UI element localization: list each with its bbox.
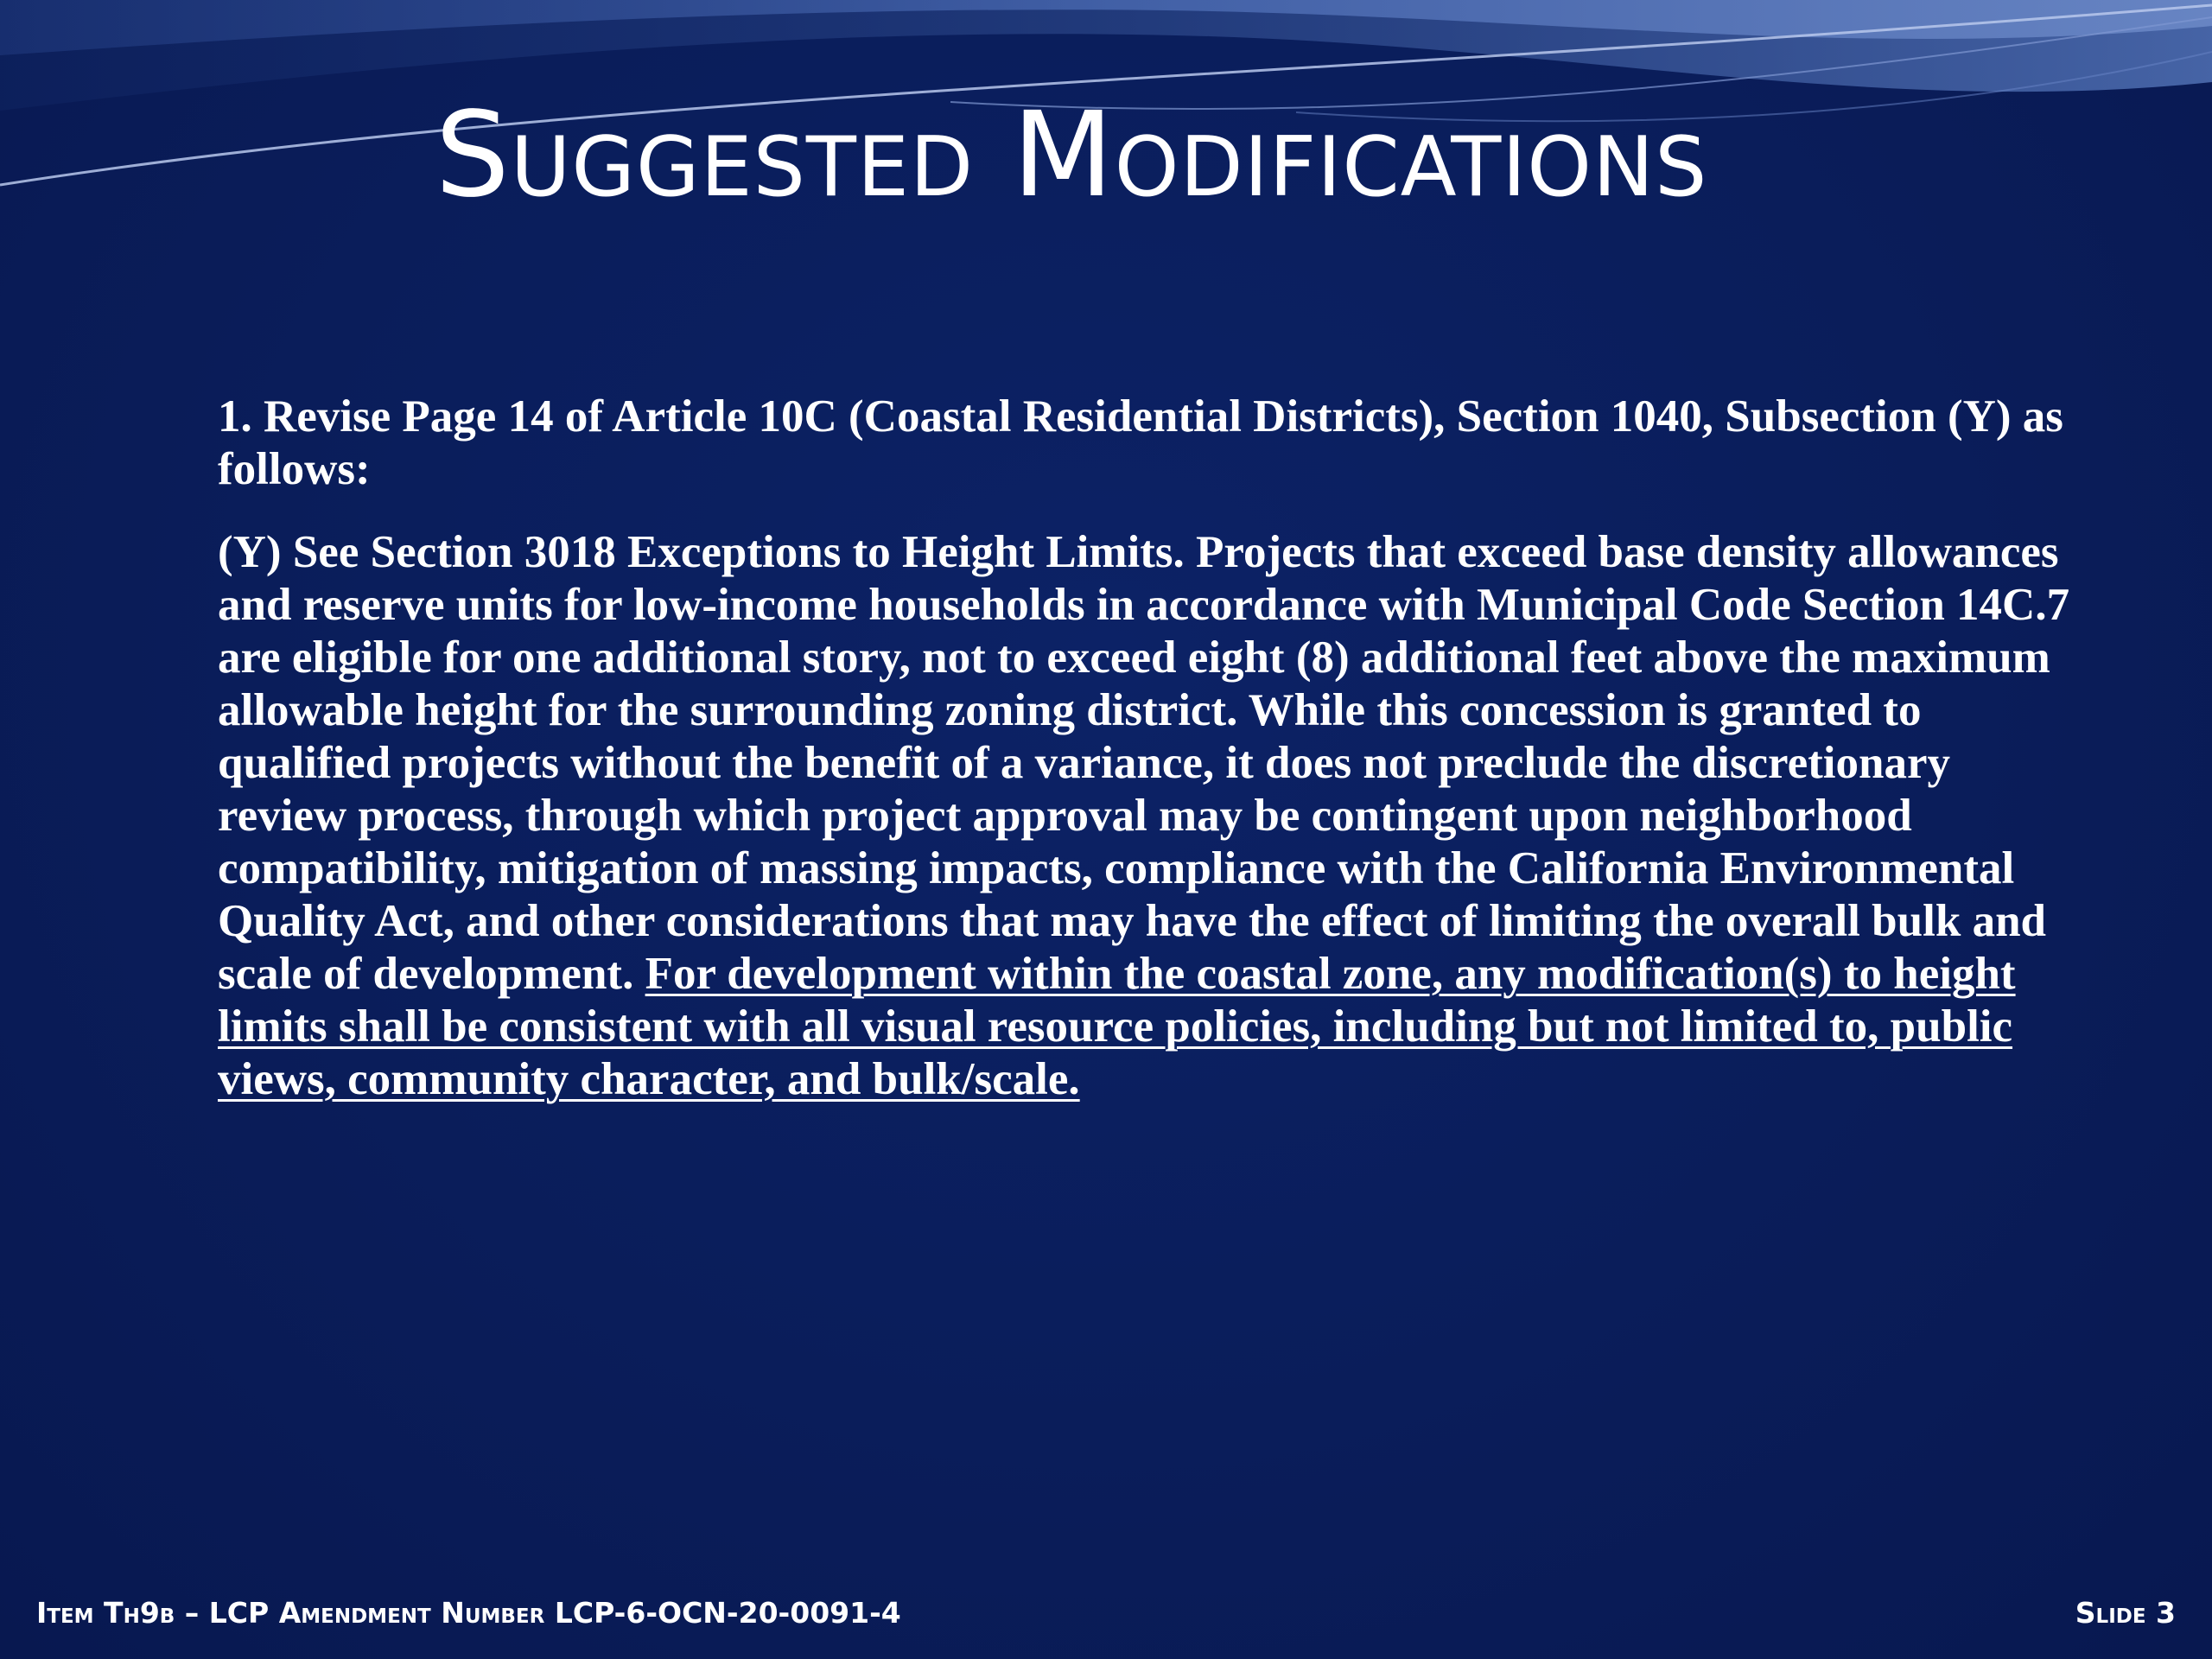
footer-slide-number: Slide 3 — [2075, 1596, 2176, 1630]
modification-added-text: For development within the coastal zone, any modification(s) to height limits shall be consistent with all visual resource policies, including but not limited to, public views, community character, and bulk/scale. — [218, 949, 2016, 1104]
modification-existing-text: (Y) See Section 3018 Exceptions to Height Limits. Projects that exceed base density allowances and reserve units for low-income households in accordance with Municipal Code Section 14C.7 are eligible for one additional story, not to exceed eight (8) additional feet above the maximum allowable height for the surrounding zoning district. While this concession is granted to qualified projects without the benefit of a variance, it does not preclude the discretionary review process, through which project approval may be contingent upon neighborhood compatibility, mitigation of massing impacts, compliance with the California Environmental Quality Act, and other considerations that may have the effect of limiting the overall bulk and scale of development. — [218, 527, 2070, 999]
footer-item-label: Item Th9b – LCP Amendment Number LCP-6-OCN-20-0091-4 — [36, 1596, 901, 1630]
slide-body — [218, 391, 2084, 1106]
slide-title: Suggested Modifications — [435, 87, 1708, 224]
modification-text — [218, 526, 2084, 1106]
modification-intro: 1. Revise Page 14 of Article 10C (Coastal Residential Districts), Section 1040, Subsection (Y) as follows: — [218, 391, 2063, 494]
